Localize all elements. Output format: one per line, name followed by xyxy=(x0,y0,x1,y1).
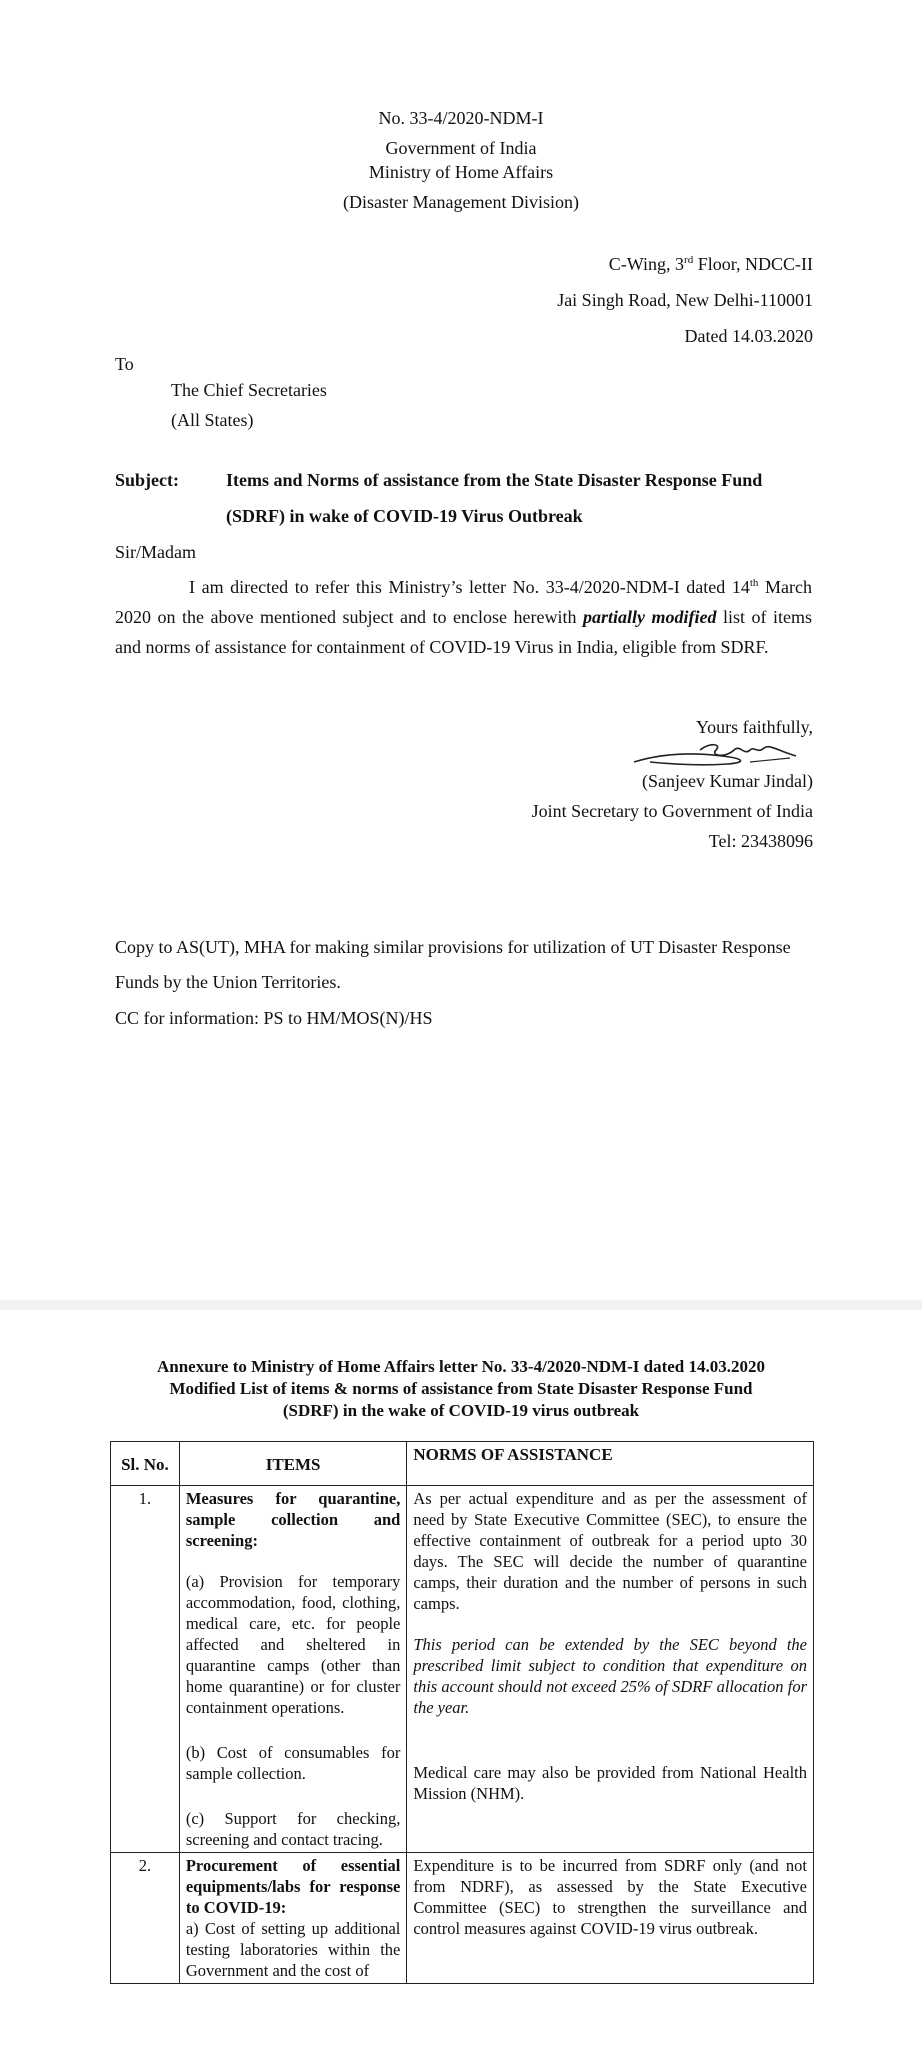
header-sl-no: Sl. No. xyxy=(111,1442,180,1486)
reference-number: No. 33-4/2020-NDM-I xyxy=(378,108,544,128)
body-text-1: I am directed to refer this Ministry’s letter No. 33-4/2020-NDM-I dated 14 xyxy=(189,577,750,597)
subject-line-2: (SDRF) in wake of COVID-19 Virus Outbreak xyxy=(226,506,583,526)
body-text-sup: th xyxy=(749,577,759,589)
header-norms: NORMS OF ASSISTANCE xyxy=(407,1442,814,1486)
to-label: To xyxy=(115,354,134,374)
copy-to-line-1: Copy to AS(UT), MHA for making similar provisions for utilization of UT Disaster Response xyxy=(115,937,791,957)
annexure-page xyxy=(0,1310,922,2048)
row-1-norm-1: As per actual expenditure and as per the assessment of need by State Executive Committee (SEC), to ensure the effective containment of outbreak for a period upto 30 days. The SEC will decide the number of quarantine camps, their duration and the number of persons in such camps. xyxy=(413,1489,807,1613)
subject-line-1: Items and Norms of assistance from the State Disaster Response Fund xyxy=(226,470,763,490)
ministry-name: Ministry of Home Affairs xyxy=(368,162,554,182)
letter-body xyxy=(115,572,812,662)
address-wing-text: C-Wing, 3 xyxy=(608,254,685,274)
letter-date: Dated 14.03.2020 xyxy=(684,326,813,346)
header-items: ITEMS xyxy=(179,1442,407,1486)
row-2-heading: Procurement of essential equipments/labs for response to COVID-19: xyxy=(185,1856,401,1917)
body-text-3: list of items and norms of assistance for containment of COVID-19 Virus in India, eligible from SDRF. xyxy=(115,607,813,657)
recipient-scope: (All States) xyxy=(171,410,254,430)
body-emphasis: partially modified xyxy=(582,607,717,627)
address-wing-sup: rd xyxy=(684,254,694,266)
letter-header xyxy=(0,106,922,214)
row-1-items xyxy=(179,1486,407,1853)
table-row xyxy=(111,1486,814,1853)
address-road: Jai Singh Road, New Delhi-110001 xyxy=(557,290,813,310)
division-name: (Disaster Management Division) xyxy=(343,192,579,212)
signatory-designation: Joint Secretary to Government of India xyxy=(531,801,813,821)
norms-table xyxy=(110,1441,814,1984)
salutation: Sir/Madam xyxy=(115,542,196,562)
row-1-norms xyxy=(407,1486,814,1853)
annexure-title xyxy=(60,1356,862,1422)
address-wing xyxy=(557,246,813,282)
body-text-2: March 2020 on the above mentioned subject and to enclose herewith xyxy=(115,577,812,627)
copy-to-line-2: Funds by the Union Territories. xyxy=(115,972,341,992)
row-1-sl: 1. xyxy=(111,1486,180,1853)
signatory-name: (Sanjeev Kumar Jindal) xyxy=(642,771,813,791)
recipient: The Chief Secretaries xyxy=(171,380,327,400)
row-2-sl: 2. xyxy=(111,1853,180,1984)
row-1-norm-2: This period can be extended by the SEC beyond the prescribed limit subject to condition that expenditure on this account should not exceed 25% of SDRF allocation for the year. xyxy=(413,1635,807,1717)
table-row xyxy=(111,1853,814,1984)
cc-line: CC for information: PS to HM/MOS(N)/HS xyxy=(115,1008,433,1028)
row-1-item-a: (a) Provision for temporary accommodation, food, clothing, medical care, etc. for people affected and sheltered in quarantine camps (other than home quarantine) or for cluster containment operations. xyxy=(185,1572,401,1717)
signature-block xyxy=(532,766,813,856)
row-2-items xyxy=(179,1853,407,1984)
address-wing-text-end: Floor, NDCC-II xyxy=(693,254,813,274)
row-2-norm-1: Expenditure is to be incurred from SDRF only (and not from NDRF), as assessed by the State Executive Committee (SEC) to strengthen the surveillance and control measures against COVID-19 virus outbreak. xyxy=(413,1856,807,1938)
row-1-norm-3: Medical care may also be provided from National Health Mission (NHM). xyxy=(413,1763,807,1803)
subject-label: Subject: xyxy=(115,470,179,490)
row-2-item-a: a) Cost of setting up additional testing laboratories within the Government and the cost of xyxy=(185,1919,401,1980)
annexure-title-line-2: Modified List of items & norms of assistance from State Disaster Response Fund xyxy=(169,1379,753,1398)
row-1-heading: Measures for quarantine, sample collection and screening: xyxy=(185,1489,401,1550)
annexure-title-line-1: Annexure to Ministry of Home Affairs letter No. 33-4/2020-NDM-I dated 14.03.2020 xyxy=(157,1357,765,1376)
sender-address xyxy=(557,246,813,354)
row-1-item-b: (b) Cost of consumables for sample collection. xyxy=(185,1743,401,1783)
row-2-norms xyxy=(407,1853,814,1984)
row-1-item-c: (c) Support for checking, screening and contact tracing. xyxy=(185,1809,401,1849)
annexure-title-line-3: (SDRF) in the wake of COVID-19 virus outbreak xyxy=(282,1401,640,1420)
closing: Yours faithfully, xyxy=(695,717,813,737)
table-header-row xyxy=(111,1442,814,1486)
government-name: Government of India xyxy=(385,138,537,158)
signatory-telephone: Tel: 23438096 xyxy=(708,831,813,851)
